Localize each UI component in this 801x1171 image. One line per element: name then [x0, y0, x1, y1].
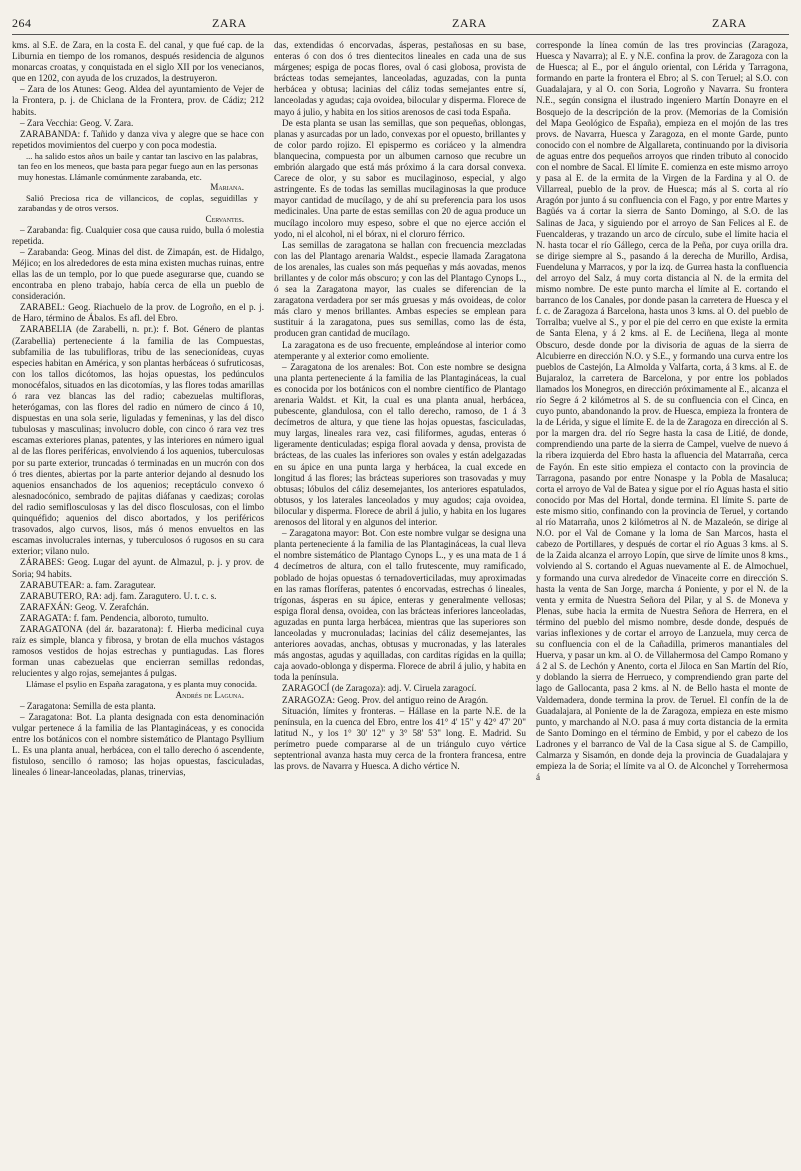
paragraph: – Zaragatona mayor: Bot. Con este nombre vulgar se designa una planta perteneciente á la familia de las Plantagináceas, la cual lleva el nombre sistemático de Plantago Cynops L., y es una mata de 1 á 4 decímetros de altura, con el tallo frutescente, muy ramificado, poblado de hojas opuestas ó ternadoverticiladas, muy aproximadas en las ramas floríferas, patentes ó encorvadas, estrechas ó lineales, trígonas, ásperas en su ápice, enteras y generalmente vellosas; espiga floral densa, ovoidea, con las brácteas inferiores lanceoladas, aguzadas en punta larga herbácea, mientras que las superiores son lanceoladas y mucronuladas; lacinias del cáliz desemejantes, las anteriores aovadas, anchas, obtusas y mucronadas, y las laterales más angostas, agudas y aquilladas, con carditas rígidas en la quilla; caja aovado-oblonga y disperma. Florece de abril á julio, y habita en toda la península. — [274, 528, 526, 683]
paragraph: ZARAGATA: f. fam. Pendencia, alboroto, tumulto. — [20, 612, 209, 623]
paragraph: ZARABUTEAR: a. fam. Zaragutear. — [20, 579, 156, 590]
page-number: 264 — [12, 16, 32, 30]
paragraph: – Zaragatona: Bot. La planta designada con esta denominación vulgar pertenece á la familia de las Plantagináceas, y es conocida entre los botánicos con el nombre sistemático de Plantago Psyllium L. Es una planta anual, herbácea, con el tallo derecho ó ascendente, fistuloso, sencillo ó ramoso; las hojas opuestas, fasciculadas, lineales ó linear-lanceoladas, planas, trinervias, — [12, 711, 264, 778]
running-head-middle: ZARA — [452, 16, 487, 30]
paragraph: ZARAGATONA (del ár. bazaratona): f. Hierba medicinal cuya raíz es simple, blanca y fibrosa, y brotan de ella muchos vástagos ramosos vestidos de hojas estrechas y puntiagudas. Las flores forman unas cabezuelas que encierran semillas redondas, relucientes y algo rojas, semejantes á pulgas. — [12, 623, 264, 679]
paragraph: Mariana. — [210, 181, 244, 192]
paragraph: corresponde la línea común de las tres provincias (Zaragoza, Huesca y Navarra); al E. y N.E. confina la prov. de Zaragoza con la de Huesca; al E., por el ángulo oriental, con Lérida y Tarragona, formando en parte la frontera el Ebro; al S. con Teruel; al S.O. con Guadalajara, y al O. con Soria, Logroño y Navarra. Su frontera N.E., según consigna el ilustrado ingeniero Martín Donayre en el Bosquejo de la descripción de la prov. (Memorias de la Comisión del Mapa Geológico de España), empieza en el mojón de las tres provs. de Navarra, Huesca y Zaragoza, en el monte Garde, punto conocido con el nombre de Algallareta, continuando por la divisoria de aguas entre dos pequeños arroyos que rinden tributo al conocido con el nombre de Sacal. El límite E. comienza en este mismo arroyo y pasa al E. de la ermita de la Virgen de la Fardina y al O. de Villarreal, pueblo de la prov. de Huesca; más al S. corta al río Aragón por junto á su confluencia con el Fago, y por entre Martes y Bagüés va á cortar la sierra de Santo Domingo, al S.O. de las Salinas de Jaca, y siguiendo por el arroyo de San Felices al E. de Fuencalderas, y trazando un arco de círculo, sube el límite hacia el N. hasta tocar el río Gállego, cerca de la Peña, por cuya orilla dra. se dirige siempre al S., pasando á la derecha de Murillo, Ardisa, Fuendeluna y Marracos, y por la izq. de Gurrea hasta la confluencia del arroyo del Salz, á muy corta distancia al N. de la ermita del mismo nombre. De este punto marcha el límite al E. cortando el barranco de los Canales, por donde pasan la carretera de Huesca y el f. c. de Zaragoza á Barcelona, hasta unos 3 kms. al O. del pueblo de Torralba; vuelve al S., y por el pie del cerro en que existe la ermita de Santa Elena, y á 2 kms. al E. de Leciñena, llega al monte Obscuro, desde donde por la divisoria de aguas de la sierra de Alcubierre en dirección N.O. y S.E., y formando una curva entre los pueblos de Castejón, La Almolda y Valfarta, corta, á 3 kms. al E. de Bujaraloz, la carretera de Barcelona, y por entre los poblados llamados los Monegros, en dirección próximamente al E., alcanza el río Segre á 2 kilómetros al S. de su confluencia con el Cinca, en cuyo punto, abandonando la prov. de Huesca, empieza la frontera de la de Lérida, y sigue el límite E. de la de Zaragoza en dirección al S. por la margen dra. del río Segre hasta la casa de Litié, de donde, comprendiendo una parte de la sierra de Campel, vuelve de nuevo á la ribera izquierda del Ebro hasta la afluencia del Matarraña, cerca de Fayón. En este sitio empieza el contacto con la provincia de Tarragona, pasando por entre Nonaspe y la Pobla de Masaluca; corta el arroyo de Val de Batea y sigue por el río Aguas hasta el sitio conocido por Mas del Hortal, donde termina. El límite S. parte de este mismo sitio, confinando con la provincia de Teruel, y cortando al río Matarraña, unos 2 kilómetros al N. de Mazaleón, se dirige al N.O. por el Val de Comane y la loma de San Marcos, hasta el cabezo de Portillares, y después de cortar el río Aguas 3 kms. al S. de la Zaida alcanza el arroyo Lopín, que sirve de límite unos 8 kms., volviendo al S. cortando el Aguas nuevamente al E. de Almochuel, y formando una curva alrededor de Vinaceite corre en dirección S. hasta la venta de San Jorge, marcha á Poniente, y por el N. de la venta y ermita de Nuestra Señora del Pilar, y al S. de Moneva y Plenas, sube hacia la ermita de Nuestra Señora de Herrera, en el término del pueblo del mismo nombre, desde donde, después de varias inflexiones y de cortar el arroyo de Lanzuela, muy cerca de su confluencia con el de la Cañadilla, primeros manantiales del Huerva, y pasar un km. al O. de Villahermosa del Campo Romano y á 2 al S. de Lechón y Anento, corta el Jiloca en San Martín del Río, y doblando la sierra de Herrueco, y comprendiendo gran parte del lago de Gallocanta, pasa 2 kms. al N. de Bello hasta el monte de Valdemadera, donde termina la prov. de Teruel. El confín de la de Guadalajara, al Poniente de la de Zaragoza, empieza en este mismo punto, y marchando al N.O. pasa á muy corta distancia de la ermita de Santo Domingo en el término de Embid, y por el cabezo de los Ladrones y el barranco de Val de la Casa sigue al S. de Campillo, Calmarza y Sisamón, en donde deja la provincia de Guadalajara y empieza la de Soria; el límite va al O. de Alconchel y Torrehermosa á — [536, 40, 788, 783]
paragraph: – Zara de los Atunes: Geog. Aldea del ayuntamiento de Vejer de la Frontera, p. j. de Chiclana de la Frontera, prov. de Cádiz; 212 habits. — [12, 84, 264, 117]
paragraph: ZARABEL: Geog. Riachuelo de la prov. de Logroño, en el p. j. de Haro, término de Ábalos. Es afl. del Ebro. — [12, 302, 264, 324]
paragraph: – Zarabanda: Geog. Minas del dist. de Zimapán, est. de Hidalgo, Méjico; en los alrededores de esta mina existen muchas ruinas, entre ellas las de un templo, por lo que puede asegurarse que, cuando se encontraba en pleno trabajo, había cerca de ella un pueblo de consideración. — [12, 246, 264, 302]
paragraph: Situación, límites y fronteras. – Hállase en la parte N.E. de la península, en la cuenca del Ebro, entre los 41° 4' 15" y 42° 47' 20" latitud N., y los 1° 30' 12" y 3° 58' 53" long. E. Madrid. Su perímetro puede compararse al de un triángulo cuyo vértice septentrional avanza hasta muy cerca de la frontera francesa, entre las provs. de Navarra y Huesca. A dicho vértice N. — [274, 705, 526, 772]
text-column-left — [12, 40, 264, 1162]
paragraph: ZARAFXÁN: Geog. V. Zerafchán. — [20, 601, 149, 612]
paragraph: ZÁRABES: Geog. Lugar del ayunt. de Almazul, p. j. y prov. de Soria; 94 habits. — [12, 557, 264, 579]
paragraph: kms. al S.E. de Zara, en la costa E. del canal, y que fué cap. de la Liburnia en tiempo de los romanos, después residencia de algunos monarcas croatas, y conquistada en el siglo XII por los venecianos, que en 1202, con ayuda de los cruzados, la destruyeron. — [12, 40, 264, 84]
paragraph: Las semillas de zaragatona se hallan con frecuencia mezcladas con las del Plantago arenaria Waldst., especie llamada Zaragatona de los arenales, las cuales son más pequeñas y más aovadas, menos brillantes y de color más obscuro; y con las del Plantago Cynops L., ó sea la Zaragatona mayor, las cuales se diferencian de la zaragatona verdadera por ser más gruesas y más ovoideas, de color más claro y menos brillantes. Ambas especies se emplean para sustituir á la zaragatona, pues sus semillas, como las de ésta, producen gran cantidad de mucílago. — [274, 239, 526, 339]
paragraph: – Zaragatona: Semilla de esta planta. — [20, 700, 156, 711]
running-header — [12, 16, 789, 34]
paragraph: – Zarabanda: fig. Cualquier cosa que causa ruido, bulla ó molestia repetida. — [12, 224, 264, 246]
paragraph: Andrés de Laguna. — [175, 689, 244, 700]
paragraph: De esta planta se usan las semillas, que son pequeñas, oblongas, planas y asurcadas por un lado, convexas por el opuesto, brillantes y de color pardo rojizo. El epispermo es coriáceo y la almendra blanquecina, compuesta por un albumen carnoso que recubre un embrión alargado que está más próximo á la cara dorsal convexa. Carece de olor, y su sabor es mucilaginoso, especial, y algo astringente. Es de todas las semillas mucilaginosas la que produce mayor cantidad de mucílago, y de ahí su preferencia para los usos medicinales. Una parte de estas semillas con 20 de agua produce un mucílago incoloro muy espeso, sobre el que no ejerce acción el yodo, ni el alcohol, ni el bórax, ni el cloruro férrico. — [274, 117, 526, 239]
paragraph: ZARABELIA (de Zarabelli, n. pr.): f. Bot. Género de plantas (Zarabellia) perteneciente á la familia de las Compuestas, subfamilia de las tubulifloras, tribu de las senecionídeas, cuyas especies habitan en América, y son plantas herbáceas ó sufruticosas, con los tallos dicótomos, las hojas opuestas, los pedúnculos monocéfalos, situados en las dicotomías, y las flores todas amarillas ó rara vez blancas las del radio; cabezuelas multifloras, heterógamas, con las flores del radio en número de cinco á 10, dispuestas en una sola serie, liguladas y femeninas, y las del disco tubulosas y masculinas; involucro doble, con cinco ó rara vez tres escamas exteriores planas, patentes, y las interiores en número igual al de las flores periféricas, envolviendo á los aquenios, tuberculosas por su parte exterior, truncadas ó terminadas en un mucrón con dos ó tres dientes, abiertas por la parte anterior dejando al desnudo los aquenios ensanchados de los aquenios; receptáculo convexo ó alesnadocónico, sembrado de pajitas diáfanas y caedizas; corolas del radio semiflosculosas y las del disco flosculosas, con el limbo quinquéfido; aquenios del disco abortados, y los periféricos trasovados, algo curvos, lisos, más ó menos envueltos en las escamas involucrales internas, y tuberculosos ó rugosos en su cara exterior; vilano nulo. — [12, 324, 264, 557]
paragraph: das, extendidas ó encorvadas, ásperas, pestañosas en su base, enteras ó con dos ó tres dientecitos lineales en cada una de sus márgenes; espiga de pocas flores, oval ó casi globosa, provista de brácteas todas semejantes, lanceoladas, aguzadas, con la punta herbácea y obtusa; lacinias del cáliz todas semejantes entre sí, lanceoladas y agudas; caja ovoidea, bilocular y disperma. Florece de mayo á julio, y habita en los sitios arenosos de casi toda España. — [274, 40, 526, 117]
paragraph: La zaragatona es de uso frecuente, empleándose al interior como atemperante y al exterior como emoliente. — [274, 339, 526, 361]
paragraph: – Zaragatona de los arenales: Bot. Con este nombre se designa una planta perteneciente á la familia de las Plantagináceas, la cual es conocida por los botánicos con el nombre científico de Plantago arenaria Waldst. et Kit, la cual es una planta anual, herbácea, pubescente, glandulosa, con el tallo derecho, ramoso, de 1 á 3 decímetros de altura, y que tiene las hojas opuestas, fasciculadas, muy largas, lineales rara vez, casi filiformes, agudas, enteras ó ligeramente denticuladas; espiga floral aovada y densa, provista de brácteas, de las cuales las inferiores son ovales y están adelgazadas en su ápice en una punta larga y herbácea, la cual excede en longitud á las flores; las brácteas superiores son trasovadas y muy obtusas; lóbulos del cáliz desemejantes, los anteriores espatulados, obtusos, y los laterales lanceolados y muy agudos; caja ovoidea, bilocular y disperma. Florece de abril á julio, y habita en los lugares arenosos del litoral y en algunos del interior. — [274, 361, 526, 528]
paragraph: ZARAGOCÍ (de Zaragoza): adj. V. Ciruela zaragocí. — [282, 683, 477, 694]
text-column-right — [536, 40, 788, 1162]
paragraph: ZARABUTERO, RA: adj. fam. Zaragutero. U. t. c. s. — [20, 590, 217, 601]
paragraph: ZARAGOZA: Geog. Prov. del antiguo reino de Aragón. — [282, 694, 489, 705]
running-head-right: ZARA — [712, 16, 747, 30]
paragraph: Llámase el psylio en España zaragatona, y es planta muy conocida. — [26, 679, 257, 690]
running-head-left: ZARA — [212, 16, 247, 30]
paragraph: – Zara Vecchia: Geog. V. Zara. — [20, 117, 134, 128]
text-column-middle — [274, 40, 526, 1162]
paragraph: ZARABANDA: f. Tañido y danza viva y alegre que se hace con repetidos movimientos del cuerpo y con poca modestia. — [12, 128, 264, 150]
header-rule — [12, 34, 789, 35]
paragraph: Cervantes. — [205, 213, 244, 224]
paragraph: ... ha salido estos años un baile y cantar tan lascivo en las palabras, tan feo en los meneos, que basta para pegar fuego aun en las personas muy honestas. Llámanle comúnmente zarabanda, etc. — [18, 150, 258, 182]
paragraph: Salió Preciosa rica de villancicos, de coplas, seguidillas y zarabandas y de otros versos. — [18, 192, 258, 214]
